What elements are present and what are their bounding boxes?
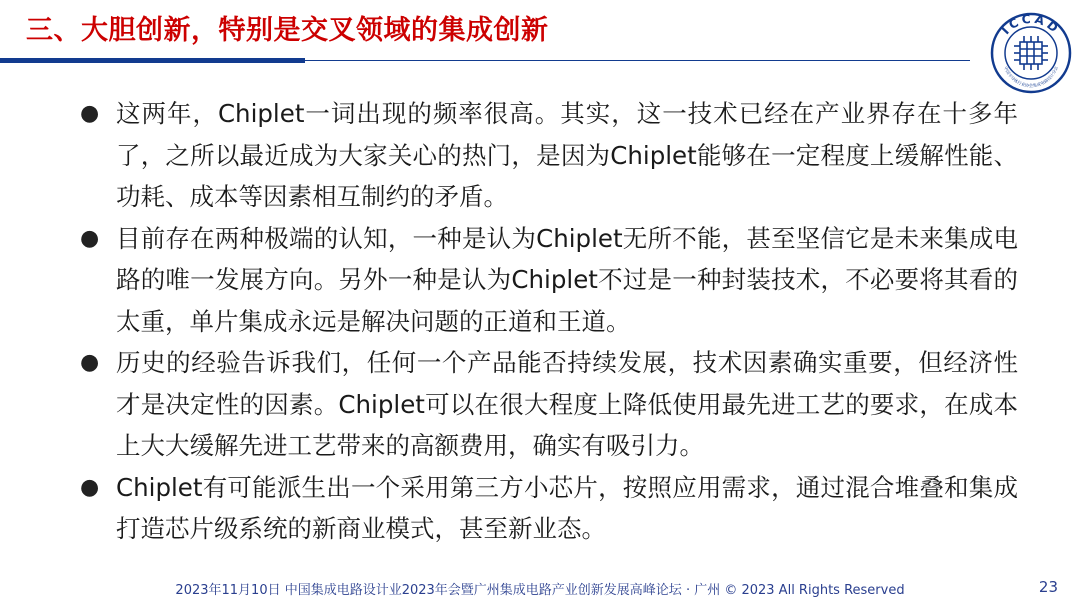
title-underline-thin (305, 60, 970, 61)
bullet-item (78, 93, 1018, 218)
title-underline-thick (0, 58, 305, 63)
bullet-item (78, 218, 1018, 343)
bullet-dot: ● (80, 474, 100, 500)
bullet-list (78, 93, 1018, 550)
logo-text: ICCAD (998, 12, 1064, 38)
page-number: 23 (1038, 578, 1058, 596)
iccad-logo (990, 12, 1072, 94)
bullet-dot: ● (80, 225, 100, 251)
slide-footer: 2023年11月10日 中国集成电路设计业2023年会暨广州集成电路产业创新发展高峰论坛 · 广州 © 2023 All Rights Reserved (175, 583, 905, 598)
logo-ring-text: 中国半导体行业协会集成电路设计分会 (1003, 65, 1059, 88)
bullet-item (78, 467, 1018, 550)
bullet-text: 历史的经验告诉我们，任何一个产品能否持续发展，技术因素确实重要，但经济性才是决定性的因素。Chiplet可以在很大程度上降低使用最先进工艺的要求，在成本上大大缓解先进工艺带来的高额费用，确实有吸引力。 (116, 348, 1018, 460)
bullet-text: 这两年，Chiplet一词出现的频率很高。其实，这一技术已经在产业界存在十多年了，之所以最近成为大家关心的热门，是因为Chiplet能够在一定程度上缓解性能、功耗、成本等因素相互制约的矛盾。 (116, 99, 1018, 211)
slide-title: 三、大胆创新，特别是交叉领域的集成创新 (26, 15, 549, 46)
bullet-item (78, 342, 1018, 467)
bullet-text: Chiplet有可能派生出一个采用第三方小芯片，按照应用需求，通过混合堆叠和集成打造芯片级系统的新商业模式，甚至新业态。 (116, 472, 1018, 543)
bullet-dot: ● (80, 350, 100, 375)
bullet-text: 目前存在两种极端的认知，一种是认为Chiplet无所不能，甚至坚信它是未来集成电路的唯一发展方向。另外一种是认为Chiplet不过是一种封装技术，不必要将其看的太重，单片集成永远是解决问题的正道和王道。 (116, 223, 1018, 336)
bullet-dot: ● (80, 101, 100, 126)
